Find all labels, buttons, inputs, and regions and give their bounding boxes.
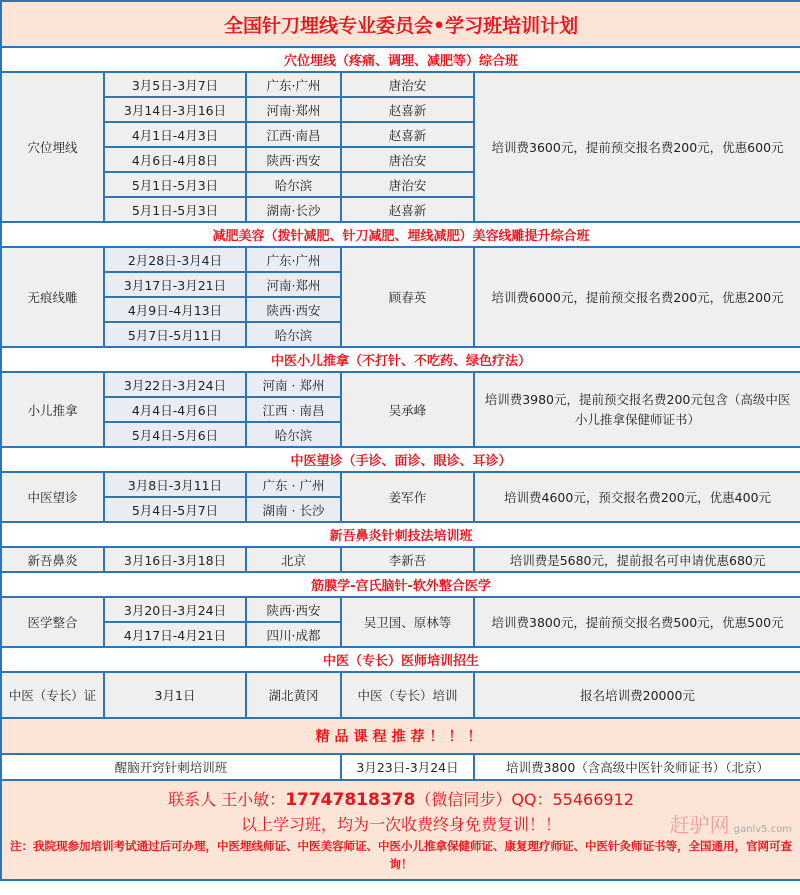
course-name: 无痕线雕 [1, 247, 104, 347]
section-header: 中医（专长）医师培训招生 [1, 647, 800, 672]
watermark-logo [670, 813, 792, 837]
date: 3月1日 [104, 672, 246, 718]
place: 湖北黄冈 [246, 672, 341, 718]
place: 广东·广州 [246, 72, 341, 97]
teacher: 唐治安 [341, 147, 474, 172]
contact-prefix: 联系人 王小敏： [168, 790, 286, 809]
place: 河南 · 郑州 [246, 372, 341, 397]
fee: 报名培训费20000元 [474, 672, 800, 718]
course-name: 小儿推拿 [1, 372, 104, 447]
course-name: 中医（专长）证 [1, 672, 104, 718]
watermark-url: ganlv5.com [733, 824, 793, 835]
date: 3月5日-3月7日 [104, 72, 246, 97]
date: 4月9日-4月13日 [104, 297, 246, 322]
teacher: 吴卫国、原林等 [341, 597, 474, 647]
place: 河南·郑州 [246, 97, 341, 122]
recommend-fee: 培训费3800（含高级中医针灸师证书）（北京） [474, 754, 800, 780]
fee: 培训费3600元，提前预交报名费200元，优惠600元 [474, 72, 800, 222]
date: 5月1日-5月3日 [104, 172, 246, 197]
place: 四川·成都 [246, 622, 341, 647]
teacher: 吴承峰 [341, 372, 474, 447]
certificate-note: 注：我院现参加培训考试通过后可办理，中医埋线师证、中医美容师证、中医小儿推拿保健师证、康复理疗师证、中医针灸师证书等，全国通用，官网可查询！ [10, 839, 793, 871]
place: 陕西·西安 [246, 147, 341, 172]
contact-phone: 17747818378 [285, 790, 416, 810]
fee: 培训费是5680元，提前报名可申请优惠680元 [474, 547, 800, 572]
teacher: 中医（专长）培训 [341, 672, 474, 718]
teacher: 唐治安 [341, 172, 474, 197]
place: 湖南·长沙 [246, 197, 341, 222]
course-name: 新吾鼻炎 [1, 547, 104, 572]
date: 5月1日-5月3日 [104, 197, 246, 222]
page-title: 全国针刀埋线专业委员会•学习班培训计划 [1, 1, 800, 47]
teacher: 李新吾 [341, 547, 474, 572]
place: 广东·广州 [246, 247, 341, 272]
contact-block [1, 780, 800, 880]
section-header: 中医小儿推拿（不打针、不吃药、绿色疗法） [1, 347, 800, 372]
date: 3月22日-3月24日 [104, 372, 246, 397]
course-name: 穴位埋线 [1, 72, 104, 222]
section-header: 减肥美容（拨针减肥、针刀减肥、埋线减肥）美容线雕提升综合班 [1, 222, 800, 247]
fee: 培训费6000元，提前预交报名费200元，优惠200元 [474, 247, 800, 347]
teacher: 唐治安 [341, 72, 474, 97]
date: 4月4日-4月6日 [104, 397, 246, 422]
section-header: 穴位埋线（疼痛、调理、减肥等）综合班 [1, 47, 800, 72]
place: 哈尔滨 [246, 172, 341, 197]
teacher: 赵喜新 [341, 122, 474, 147]
course-name: 中医望诊 [1, 472, 104, 522]
place: 陕西·西安 [246, 597, 341, 622]
section-header: 筋膜学-宫氏脑针-软外整合医学 [1, 572, 800, 597]
course-name: 医学整合 [1, 597, 104, 647]
recommend-course: 醒脑开窍针刺培训班 [1, 754, 341, 780]
place: 江西·南昌 [246, 122, 341, 147]
section-header: 中医望诊（手诊、面诊、眼诊、耳诊） [1, 447, 800, 472]
recommend-date: 3月23日-3月24日 [341, 754, 474, 780]
date: 5月4日-5月7日 [104, 497, 246, 522]
date: 4月6日-4月8日 [104, 147, 246, 172]
fee: 培训费3800元，提前预交报名费500元，优惠500元 [474, 597, 800, 647]
place: 北京 [246, 547, 341, 572]
date: 3月16日-3月18日 [104, 547, 246, 572]
date: 2月28日-3月4日 [104, 247, 246, 272]
place: 湖南 · 长沙 [246, 497, 341, 522]
date: 4月1日-4月3日 [104, 122, 246, 147]
teacher: 顾春英 [341, 247, 474, 347]
fee: 培训费4600元，预交报名费200元，优惠400元 [474, 472, 800, 522]
recommend-header: 精品课程推荐！！！ [1, 718, 800, 754]
free-retrain-note: 以上学习班，均为一次收费终身免费复训！！ [241, 815, 562, 834]
watermark-text: 赶驴网 [669, 813, 730, 837]
teacher: 姜军作 [341, 472, 474, 522]
place: 广东 · 广州 [246, 472, 341, 497]
date: 5月4日-5月6日 [104, 422, 246, 447]
date: 3月20日-3月24日 [104, 597, 246, 622]
fee: 培训费3980元，提前预交报名费200元包含（高级中医小儿推拿保健师证书） [474, 372, 800, 447]
date: 3月17日-3月21日 [104, 272, 246, 297]
place: 陕西·西安 [246, 297, 341, 322]
teacher: 赵喜新 [341, 197, 474, 222]
place: 哈尔滨 [246, 422, 341, 447]
date: 3月14日-3月16日 [104, 97, 246, 122]
contact-suffix: （微信同步）QQ：55466912 [415, 790, 634, 809]
contact-line [2, 787, 800, 813]
place: 哈尔滨 [246, 322, 341, 347]
place: 江西 · 南昌 [246, 397, 341, 422]
section-header: 新吾鼻炎针刺技法培训班 [1, 522, 800, 547]
teacher: 赵喜新 [341, 97, 474, 122]
place: 河南·郑州 [246, 272, 341, 297]
date: 4月17日-4月21日 [104, 622, 246, 647]
date: 5月7日-5月11日 [104, 322, 246, 347]
date: 3月8日-3月11日 [104, 472, 246, 497]
